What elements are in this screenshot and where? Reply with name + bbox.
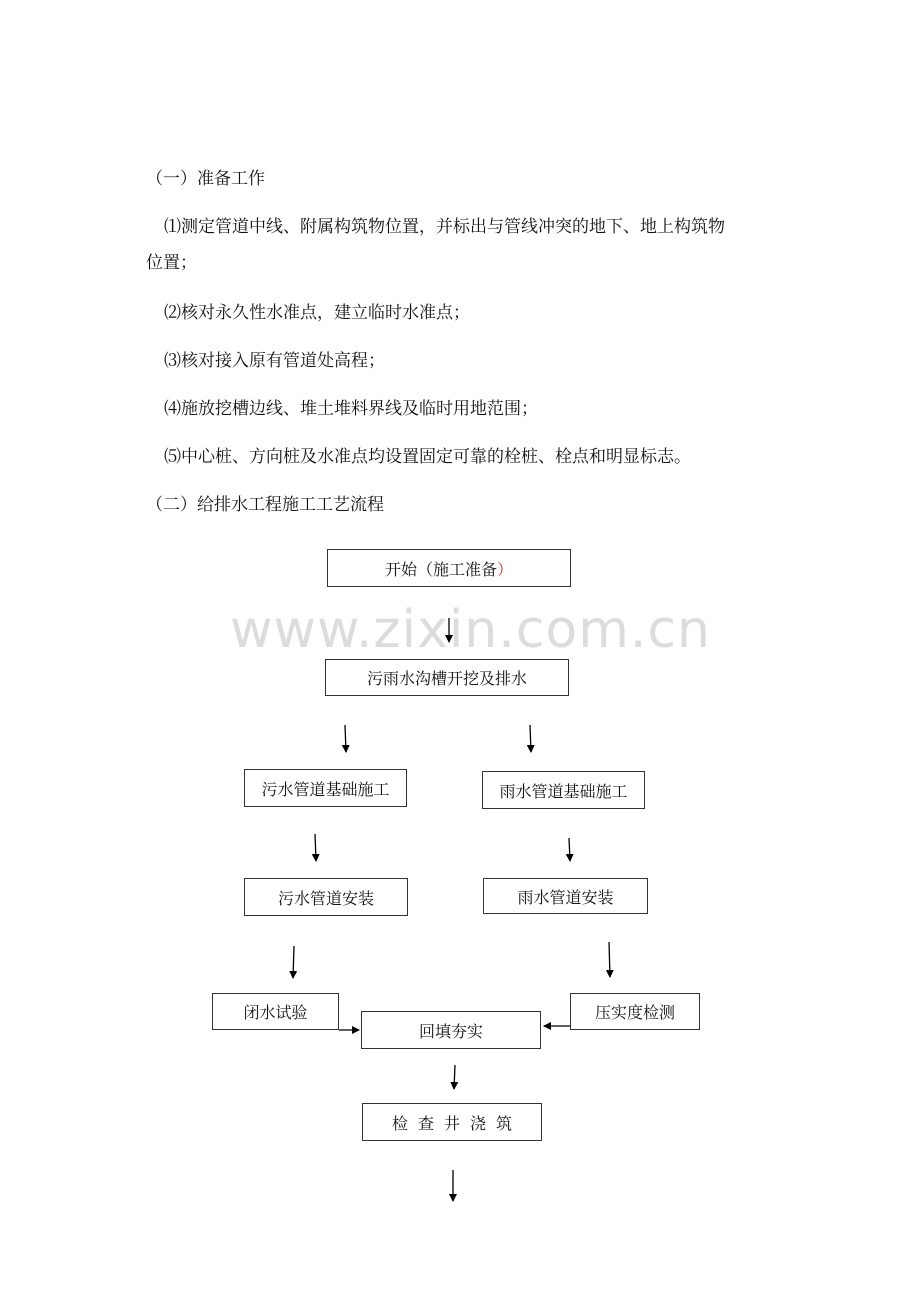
- arrow-rain-install-to-compaction: [609, 942, 610, 977]
- flow-rain-foundation-box: 雨水管道基础施工: [482, 771, 645, 809]
- arrow-trench-to-sewage: [345, 725, 346, 752]
- item5: ⑸中心桩、方向桩及水准点均设置固定可靠的栓桩、栓点和明显标志。: [164, 447, 691, 467]
- item1-line1: ⑴测定管道中线、附属构筑物位置，并标出与管线冲突的地下、地上构筑物: [164, 217, 725, 237]
- arrow-backfill-to-manhole: [454, 1065, 455, 1089]
- flow-sewage-foundation-box: 污水管道基础施工: [244, 769, 407, 807]
- flow-compaction-test-box: 压实度检测: [570, 993, 700, 1030]
- arrow-trench-to-rain: [530, 725, 531, 752]
- arrow-sewage-install-to-test: [293, 946, 294, 978]
- flow-manhole-box: 检查井浇筑: [362, 1103, 542, 1141]
- flow-rain-install-box: 雨水管道安装: [483, 878, 648, 914]
- item3: ⑶核对接入原有管道处高程；: [164, 351, 385, 371]
- watermark: www.zixin.com.cn: [230, 600, 711, 660]
- section1-heading: （一）准备工作: [146, 169, 265, 189]
- item4: ⑷施放挖槽边线、堆土堆料界线及临时用地范围；: [164, 399, 538, 419]
- flow-start-paren: ）: [497, 559, 514, 579]
- flow-trench-box: 污雨水沟槽开挖及排水: [325, 659, 569, 696]
- flow-sewage-install-box: 污水管道安装: [244, 878, 408, 916]
- section2-heading: （二）给排水工程施工工艺流程: [146, 495, 384, 515]
- arrow-sewage-foundation-to-install: [315, 834, 316, 861]
- flow-closed-water-test-box: 闭水试验: [212, 993, 339, 1030]
- flow-backfill-box: 回填夯实: [361, 1011, 541, 1049]
- item2: ⑵核对永久性水准点，建立临时水准点；: [164, 303, 470, 323]
- flow-start-label: 开始（施工准备: [384, 559, 497, 579]
- item1-line2: 位置；: [146, 253, 197, 273]
- arrow-rain-foundation-to-install: [569, 838, 570, 861]
